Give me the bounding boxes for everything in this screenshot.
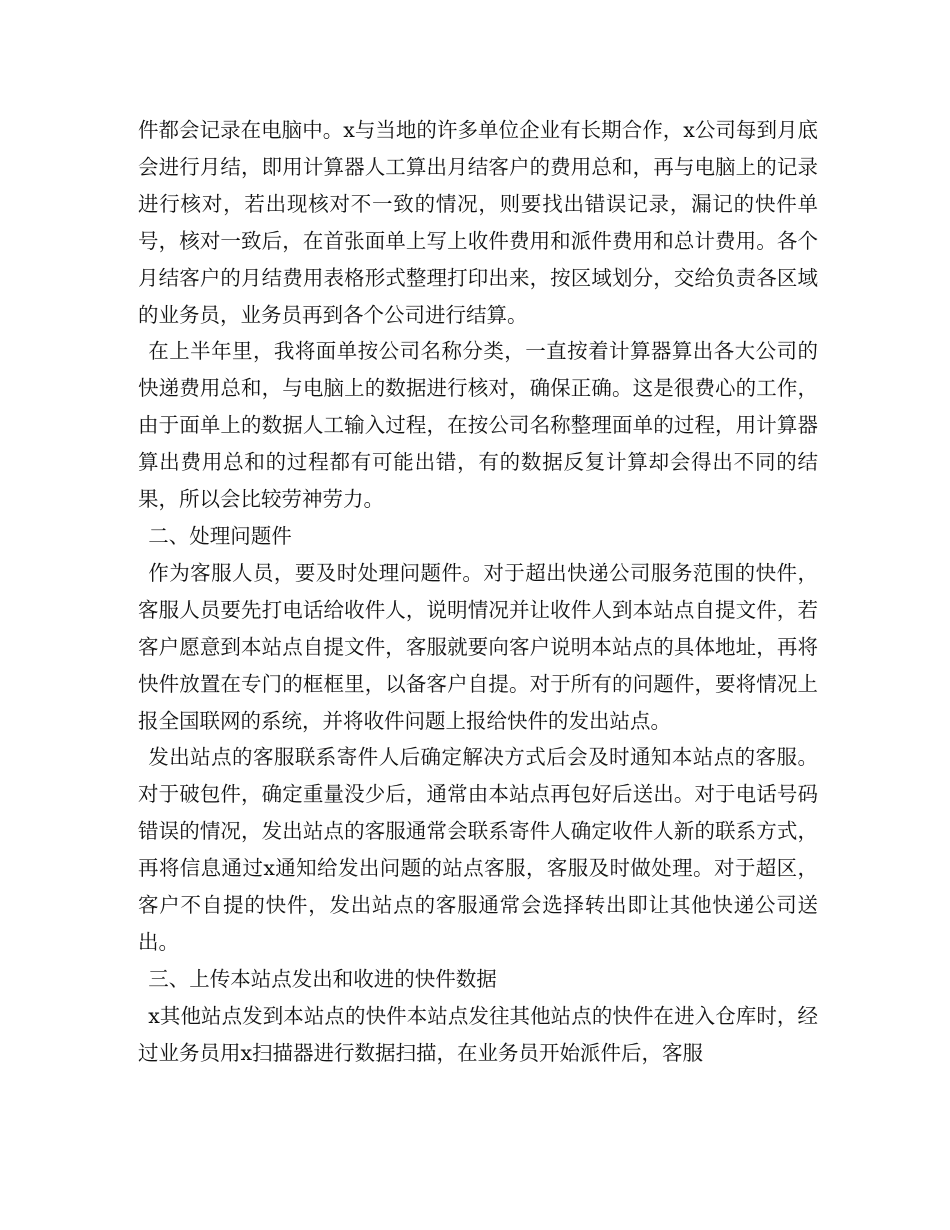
section-heading-problem-items: 二、处理问题件 xyxy=(148,523,292,548)
section-heading-upload-data: 三、上传本站点发出和收进的快件数据 xyxy=(148,966,497,991)
paragraph-monthly-settlement: 件都会记录在电脑中。x与当地的许多单位企业有长期合作，x公司每到月底会进行月结，即用计算器人工算出月结客户的费用总和，再与电脑上的记录进行核对，若出现核对不一致的情况，则要找出错误记录，漏记的快件单号，核对一致后，在首张面单上写上收件费用和派件费用和总计费用。各个月结客户的月结费用表格形式整理打印出来，按区域划分，交给负责各区域的业务员，业务员再到各个公司进行结算。 xyxy=(138,118,818,327)
paragraph-scanning-data: x其他站点发到本站点的快件本站点发往其他站点的快件在进入仓库时，经过业务员用x扫描器进行数据扫描，在业务员开始派件后，客服 xyxy=(138,1003,818,1065)
paragraph-handling-problem-items: 作为客服人员，要及时处理问题件。对于超出快递公司服务范围的快件，客服人员要先打电话给收件人，说明情况并让收件人到本站点自提文件，若客户愿意到本站点自提文件，客服就要向客户说明本站点的具体地址，再将快件放置在专门的框框里，以备客户自提。对于所有的问题件，要将情况上报全国联网的系统，并将收件问题上报给快件的发出站点。 xyxy=(138,560,818,733)
paragraph-origin-station-service: 发出站点的客服联系寄件人后确定解决方式后会及时通知本站点的客服。对于破包件，确定重量没少后，通常由本站点再包好后送出。对于电话号码错误的情况，发出站点的客服通常会联系寄件人确定收件人新的联系方式，再将信息通过x通知给发出问题的站点客服，客服及时做处理。对于超区，客户不自提的快件，发出站点的客服通常会选择转出即让其他快递公司送出。 xyxy=(138,745,818,954)
paragraph-first-half-year: 在上半年里，我将面单按公司名称分类，一直按着计算器算出各大公司的快递费用总和，与电脑上的数据进行核对，确保正确。这是很费心的工作，由于面单上的数据人工输入过程，在按公司名称整理面单的过程，用计算器算出费用总和的过程都有可能出错，有的数据反复计算却会得出不同的结果，所以会比较劳神劳力。 xyxy=(138,339,818,512)
document-page xyxy=(138,112,818,1072)
